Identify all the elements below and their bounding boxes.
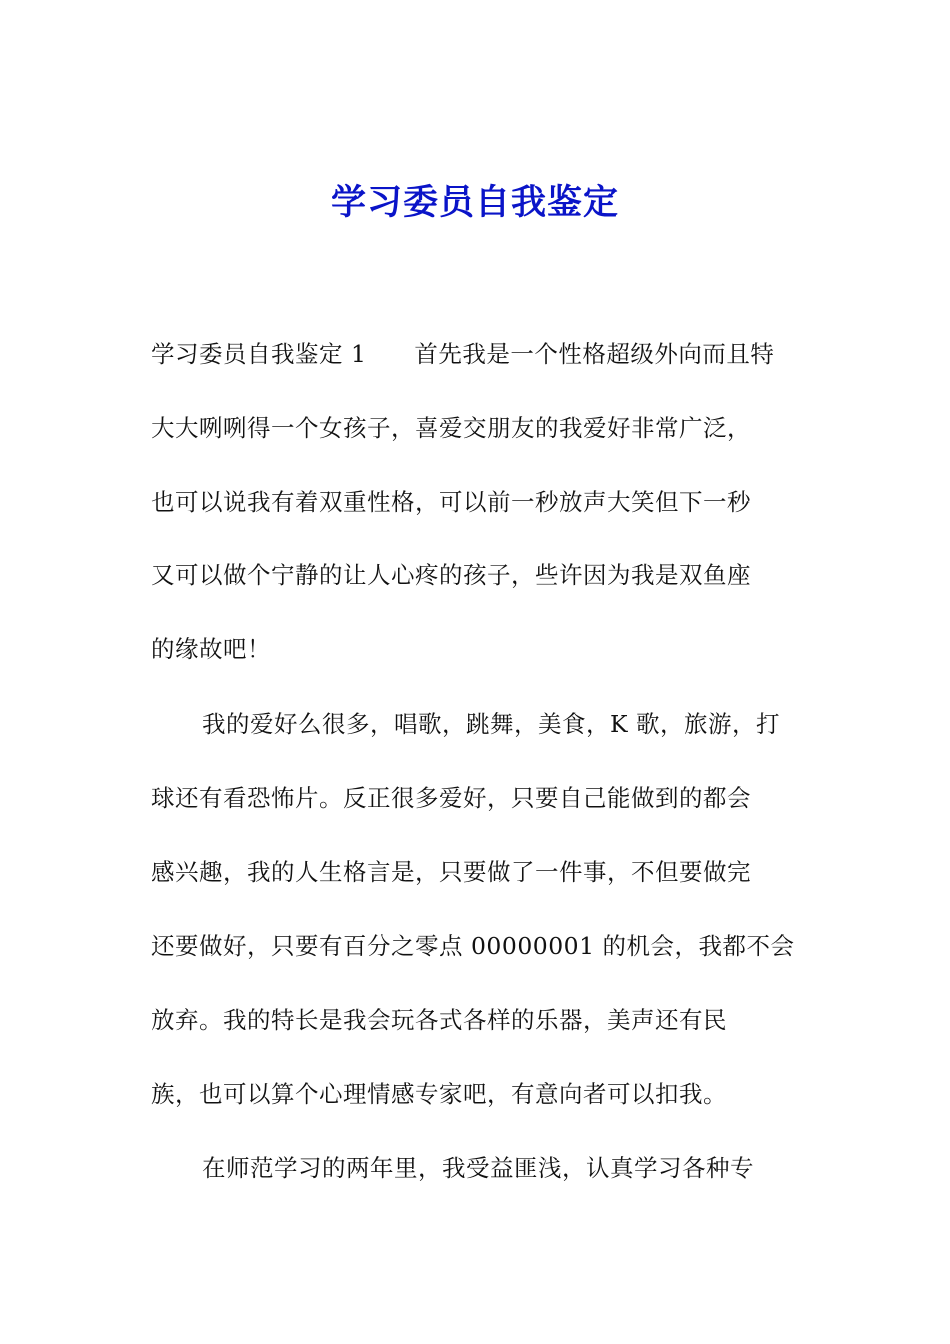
paragraph-line-4: 又可以做个宁静的让人心疼的孩子，些许因为我是双鱼座 (151, 561, 751, 589)
paragraph-line-5: 的缘故吧！ (151, 635, 271, 663)
paragraph-line-8: 感兴趣，我的人生格言是，只要做了一件事，不但要做完 (151, 858, 751, 886)
paragraph-line-2: 大大咧咧得一个女孩子，喜爱交朋友的我爱好非常广泛， (151, 414, 751, 442)
document-title: 学习委员自我鉴定 (330, 182, 619, 223)
paragraph-line-1: 学习委员自我鉴定 1 首先我是一个性格超级外向而且特 (151, 340, 775, 368)
paragraph-line-6: 我的爱好么很多，唱歌，跳舞，美食，K 歌，旅游，打 (202, 710, 781, 738)
paragraph-line-10: 放弃。我的特长是我会玩各式各样的乐器，美声还有民 (151, 1006, 727, 1034)
paragraph-line-3: 也可以说我有着双重性格，可以前一秒放声大笑但下一秒 (151, 488, 751, 516)
paragraph-line-7: 球还有看恐怖片。反正很多爱好，只要自己能做到的都会 (151, 784, 751, 812)
paragraph-line-9: 还要做好，只要有百分之零点 00000001 的机会，我都不会 (151, 932, 795, 960)
paragraph-line-12: 在师范学习的两年里，我受益匪浅，认真学习各种专 (202, 1154, 754, 1182)
paragraph-line-11: 族，也可以算个心理情感专家吧，有意向者可以扣我。 (151, 1080, 727, 1108)
